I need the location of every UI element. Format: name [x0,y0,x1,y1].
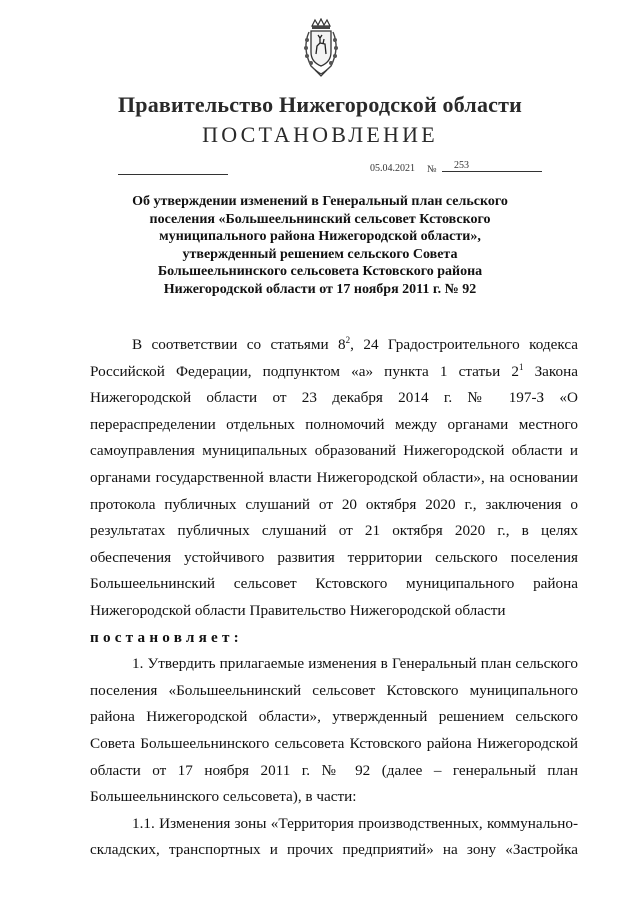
subject-line: Об утверждении изменений в Генеральный план сельского [132,194,508,209]
government-title: Правительство Нижегородской области [117,92,522,117]
subject-line: Нижегородской области от 17 ноября 2011 г. № 92 [163,281,477,297]
document-date: 05.04.2021 [370,163,415,174]
blank-date-line [118,174,228,175]
document-body [90,332,578,864]
preamble-text-c: Закона Нижегородской области от 23 декабря 2014 г. № 197-З «О перераспределении отдельных полномочий между органами местного самоуправления муниципальных образований Нижегородской области и органами государственной власти Нижегородской области», на основании протокола публичных слушаний от 20 октября 2020 г., заключения о результатах публичных слушаний от 21 октября 2020 г., в целях обеспечения устойчивого развития территории сельского поселения Большеельнинский сельсовет Кстовского муниципального района Нижегородской области Правительство Нижегородской области [90,362,578,619]
clause-1-paragraph: 1. Утвердить прилагаемые изменения в Генеральный план сельского поселения «Большеельнинский сельсовет Кстовского муниципального района Нижегородской области», утвержденный решением сельского Совета Большеельнинского сельсовета Кстовского района Нижегородской области от 17 ноября 2011 г. № 92 (далее – генеральный план Большеельнинского сельсовета), в части: [90,655,578,806]
subject-line: утвержденный решением сельского Совета [182,246,458,262]
document-number: 253 [442,160,542,172]
coat-of-arms-emblem [299,18,343,78]
preamble-paragraph [90,332,578,625]
document-type: ПОСТАНОВЛЕНИЕ [202,122,438,147]
preamble-text-a: В соответствии со статьями 8 [132,336,346,353]
resolve-word: постановляет: [90,628,243,646]
superscript: 1 [518,361,524,372]
superscript: 2 [345,334,351,345]
subject-line: Большеельнинского сельсовета Кстовского района [157,264,483,279]
document-subject [120,193,520,298]
clause-1-1-paragraph: 1.1. Изменения зоны «Территория производственных, коммунально-складских, транспортных и прочих предприятий» на зону «Застройка [90,814,578,859]
preamble-text-b: , 24 Градостроительного кодекса Российской Федерации, подпунктом «а» пункта 1 статьи 2 [90,336,579,380]
number-sign: № [427,164,437,175]
subject-line: муниципального района Нижегородской области», [159,229,481,244]
subject-line: поселения «Большеельнинский сельсовет Кстовского [149,211,491,227]
